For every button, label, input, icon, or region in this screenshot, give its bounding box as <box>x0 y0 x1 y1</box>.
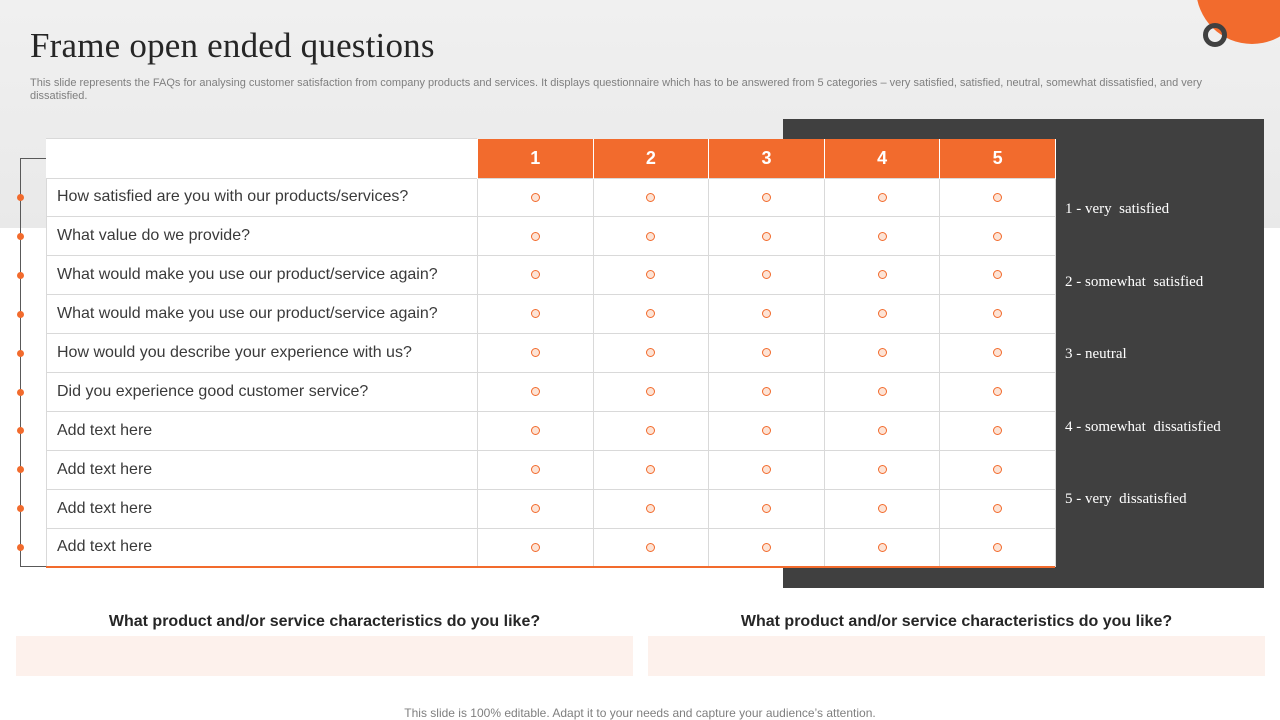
rating-radio-icon[interactable] <box>878 426 887 435</box>
rating-cell <box>940 334 1056 373</box>
rating-cell <box>478 178 594 217</box>
question-text: Did you experience good customer service? <box>47 372 478 411</box>
rating-radio-icon[interactable] <box>762 465 771 474</box>
rating-cell <box>824 295 940 334</box>
rating-radio-icon[interactable] <box>646 232 655 241</box>
page-subtitle: This slide represents the FAQs for analysing customer satisfaction from company products and services. It displays questionnaire which has to be answered from 5 categories – very satisfied, satisfied, neutral, somewhat dissatisfied, and very dissatisfied. <box>30 77 1203 102</box>
rating-radio-icon[interactable] <box>646 543 655 552</box>
rating-radio-icon[interactable] <box>531 193 540 202</box>
rating-cell <box>940 295 1056 334</box>
rating-radio-icon[interactable] <box>993 465 1002 474</box>
rating-radio-icon[interactable] <box>762 504 771 513</box>
rating-cell <box>593 334 709 373</box>
rating-radio-icon[interactable] <box>646 465 655 474</box>
rating-cell <box>709 411 825 450</box>
question-text: Add text here <box>47 489 478 528</box>
rating-radio-icon[interactable] <box>531 387 540 396</box>
question-text: What would make you use our product/service again? <box>47 256 478 295</box>
rating-cell <box>709 217 825 256</box>
rating-radio-icon[interactable] <box>531 309 540 318</box>
rating-cell <box>824 372 940 411</box>
scale-header-1: 1 <box>478 139 594 178</box>
rating-radio-icon[interactable] <box>762 543 771 552</box>
rating-cell <box>593 528 709 567</box>
rating-cell <box>940 489 1056 528</box>
question-text: How would you describe your experience with us? <box>47 334 478 373</box>
rating-cell <box>709 528 825 567</box>
rating-cell <box>709 178 825 217</box>
rating-radio-icon[interactable] <box>878 193 887 202</box>
rating-cell <box>709 489 825 528</box>
rating-cell <box>593 489 709 528</box>
rating-cell <box>940 256 1056 295</box>
rating-cell <box>593 295 709 334</box>
rating-radio-icon[interactable] <box>531 465 540 474</box>
rating-radio-icon[interactable] <box>646 309 655 318</box>
legend-item: 1 - very satisfied <box>1065 201 1170 217</box>
table-bottom-divider <box>46 566 1055 568</box>
rating-cell <box>593 372 709 411</box>
rating-cell <box>824 334 940 373</box>
bullet-dot-icon <box>17 350 24 357</box>
answer-box-right[interactable] <box>648 636 1265 676</box>
rating-cell <box>593 411 709 450</box>
rating-radio-icon[interactable] <box>878 543 887 552</box>
scale-header-3: 3 <box>709 139 825 178</box>
question-text: Add text here <box>47 411 478 450</box>
rating-cell <box>709 450 825 489</box>
rating-cell <box>709 372 825 411</box>
rating-radio-icon[interactable] <box>878 309 887 318</box>
rating-cell <box>709 334 825 373</box>
rating-radio-icon[interactable] <box>762 232 771 241</box>
rating-cell <box>593 178 709 217</box>
scale-header-5: 5 <box>940 139 1056 178</box>
footer-note: This slide is 100% editable. Adapt it to your needs and capture your audience’s attention. <box>404 706 876 720</box>
rating-cell <box>824 450 940 489</box>
question-row <box>47 178 1056 217</box>
question-row <box>47 256 1056 295</box>
rating-cell <box>593 217 709 256</box>
rating-radio-icon[interactable] <box>993 193 1002 202</box>
question-row <box>47 411 1056 450</box>
rating-radio-icon[interactable] <box>646 504 655 513</box>
bullet-dot-icon <box>17 233 24 240</box>
rating-radio-icon[interactable] <box>993 348 1002 357</box>
rating-cell <box>824 217 940 256</box>
rating-radio-icon[interactable] <box>531 426 540 435</box>
rating-radio-icon[interactable] <box>531 504 540 513</box>
rating-radio-icon[interactable] <box>762 270 771 279</box>
rating-radio-icon[interactable] <box>878 504 887 513</box>
question-row <box>47 450 1056 489</box>
legend-item: 2 - somewhat satisfied <box>1065 273 1204 290</box>
question-row <box>47 334 1056 373</box>
rating-radio-icon[interactable] <box>878 348 887 357</box>
rating-radio-icon[interactable] <box>878 232 887 241</box>
rating-cell <box>478 334 594 373</box>
question-row <box>47 295 1056 334</box>
rating-cell <box>709 295 825 334</box>
rating-cell <box>709 256 825 295</box>
rating-cell <box>824 489 940 528</box>
question-text: How satisfied are you with our products/services? <box>47 178 478 217</box>
rating-cell <box>593 450 709 489</box>
rating-cell <box>478 295 594 334</box>
rating-radio-icon[interactable] <box>993 504 1002 513</box>
question-row <box>47 489 1056 528</box>
rating-cell <box>478 411 594 450</box>
rating-radio-icon[interactable] <box>878 270 887 279</box>
rating-cell <box>940 178 1056 217</box>
rating-radio-icon[interactable] <box>646 426 655 435</box>
rating-radio-icon[interactable] <box>993 426 1002 435</box>
rating-cell <box>478 256 594 295</box>
scale-header-4: 4 <box>824 139 940 178</box>
question-row <box>47 217 1056 256</box>
page-title: Frame open ended questions <box>30 26 435 65</box>
rating-cell <box>940 528 1056 567</box>
rating-radio-icon[interactable] <box>762 387 771 396</box>
rating-radio-icon[interactable] <box>993 309 1002 318</box>
table-corner <box>47 139 478 178</box>
rating-cell <box>940 217 1056 256</box>
rating-cell <box>824 178 940 217</box>
rating-radio-icon[interactable] <box>646 270 655 279</box>
open-question-left: What product and/or service characteristics do you like? <box>108 613 541 630</box>
rating-radio-icon[interactable] <box>646 348 655 357</box>
rating-radio-icon[interactable] <box>762 309 771 318</box>
rating-radio-icon[interactable] <box>993 387 1002 396</box>
rating-radio-icon[interactable] <box>762 348 771 357</box>
rating-radio-icon[interactable] <box>531 232 540 241</box>
legend-item: 4 - somewhat dissatisfied <box>1065 418 1221 435</box>
rating-cell <box>824 528 940 567</box>
rating-radio-icon[interactable] <box>993 543 1002 552</box>
rating-radio-icon[interactable] <box>646 387 655 396</box>
legend-item: 5 - very dissatisfied <box>1065 491 1187 507</box>
scale-header-2: 2 <box>593 139 709 178</box>
rating-legend <box>1065 200 1221 563</box>
question-text: What would make you use our product/service again? <box>47 295 478 334</box>
rating-cell <box>940 411 1056 450</box>
bullet-dot-icon <box>17 194 24 201</box>
rating-radio-icon[interactable] <box>993 232 1002 241</box>
rating-radio-icon[interactable] <box>762 426 771 435</box>
bullet-dot-icon <box>17 389 24 396</box>
bullet-dot-icon <box>17 272 24 279</box>
rating-radio-icon[interactable] <box>531 348 540 357</box>
rating-cell <box>478 450 594 489</box>
survey-table <box>46 139 1056 567</box>
rating-radio-icon[interactable] <box>993 270 1002 279</box>
rating-cell <box>824 411 940 450</box>
question-row <box>47 372 1056 411</box>
rating-radio-icon[interactable] <box>531 270 540 279</box>
rating-cell <box>478 217 594 256</box>
question-row <box>47 528 1056 567</box>
rating-radio-icon[interactable] <box>762 193 771 202</box>
question-text: Add text here <box>47 528 478 567</box>
open-question-right: What product and/or service characteristics do you like? <box>740 613 1173 630</box>
rating-cell <box>593 256 709 295</box>
rating-cell <box>940 450 1056 489</box>
rating-cell <box>478 528 594 567</box>
rating-cell <box>478 489 594 528</box>
question-text: Add text here <box>47 450 478 489</box>
question-text: What value do we provide? <box>47 217 478 256</box>
rating-cell <box>940 372 1056 411</box>
rating-radio-icon[interactable] <box>531 543 540 552</box>
rating-cell <box>824 256 940 295</box>
legend-item: 3 - neutral <box>1065 346 1127 362</box>
answer-box-left[interactable] <box>16 636 633 676</box>
rating-radio-icon[interactable] <box>878 465 887 474</box>
decorative-ring-icon <box>1203 23 1227 47</box>
rating-radio-icon[interactable] <box>646 193 655 202</box>
bullet-dot-icon <box>17 311 24 318</box>
rating-cell <box>478 372 594 411</box>
rating-radio-icon[interactable] <box>878 387 887 396</box>
